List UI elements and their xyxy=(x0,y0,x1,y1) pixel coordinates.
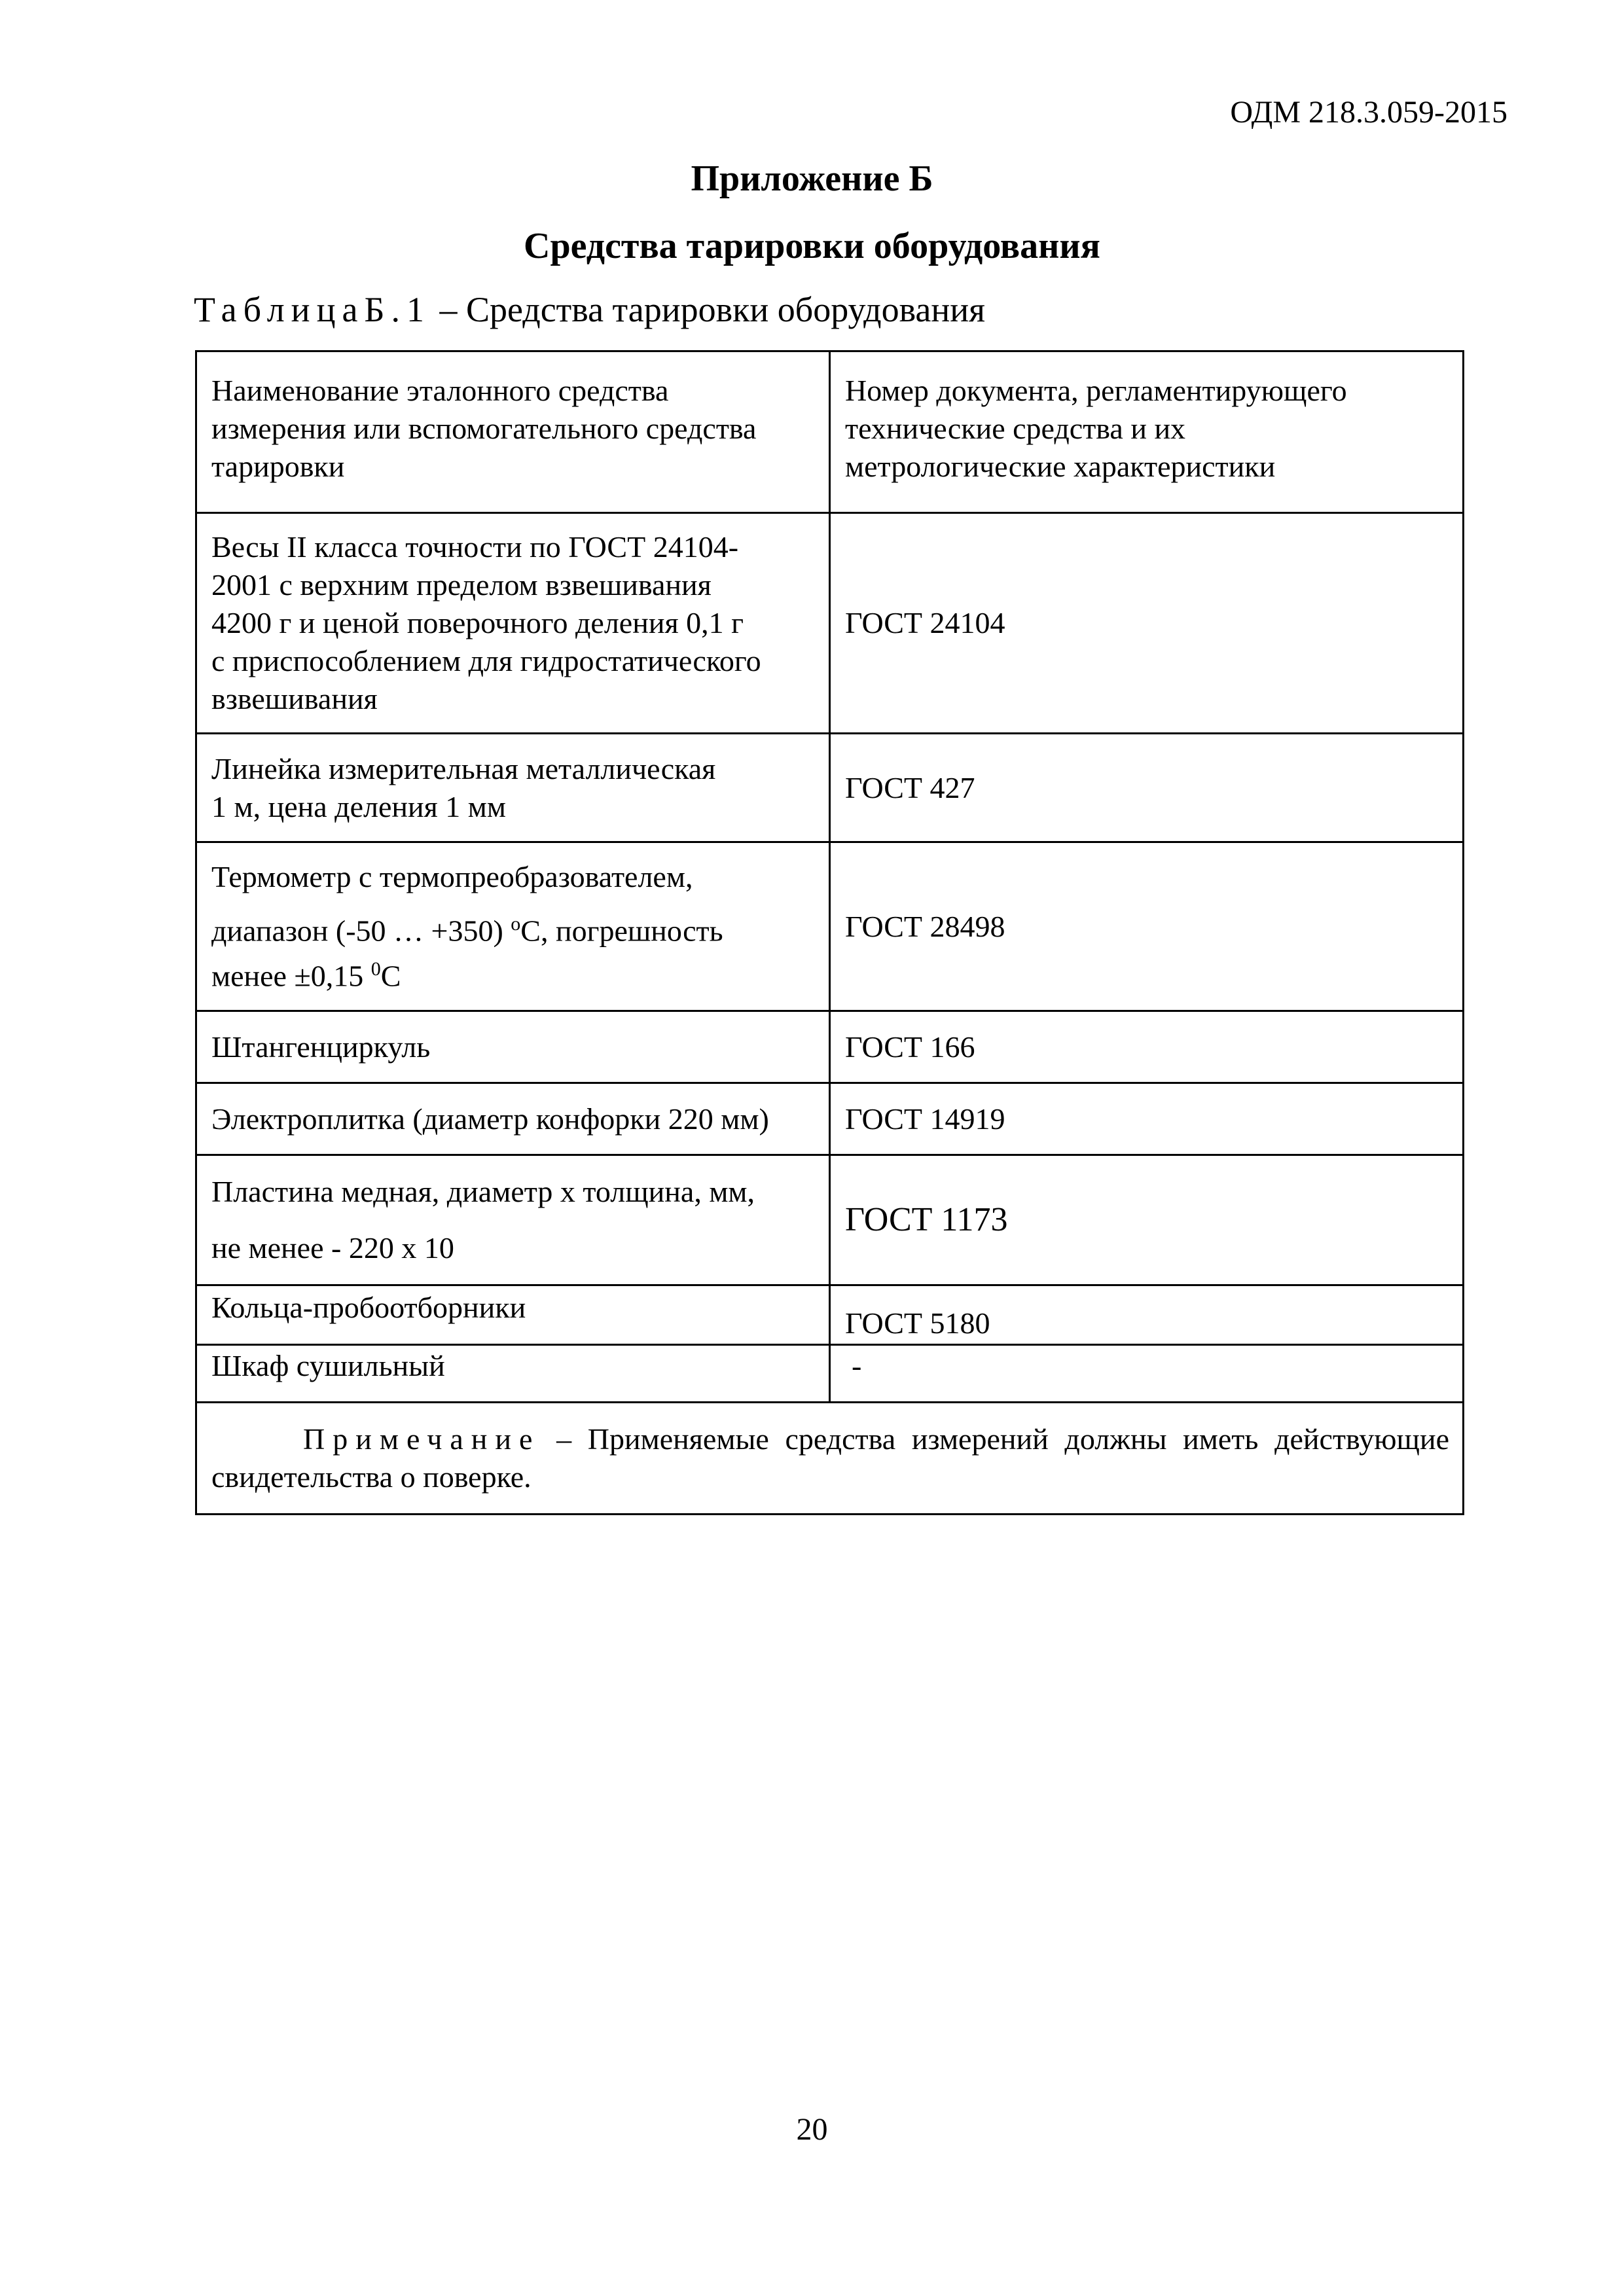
table-row xyxy=(196,1083,1464,1155)
row-name-cell xyxy=(196,1011,830,1083)
appendix-title: Приложение Б xyxy=(691,158,933,199)
calibration-tools-table xyxy=(195,350,1464,1515)
row-name-cell xyxy=(196,1345,830,1403)
row-name-cell xyxy=(196,1155,830,1285)
row-name-text: Пластина медная, диаметр х толщина, мм, не менее - 220 х 10 xyxy=(211,1175,755,1265)
degree-mark: о xyxy=(511,913,521,935)
row-name-text: Весы II класса точности по ГОСТ 24104- 2001 с верхним пределом взвешивания 4200 г и ценой поверочного деления 0,1 г с приспособлением для гидростатического взвешивания xyxy=(211,530,761,715)
table-note-row xyxy=(196,1403,1464,1515)
row-name-part: менее ±0,15 xyxy=(211,958,371,992)
page-number: 20 xyxy=(796,2112,828,2147)
row-name-cell xyxy=(196,842,830,1011)
row-doc-cell xyxy=(830,734,1464,842)
row-doc-text: ГОСТ 5180 xyxy=(845,1306,990,1340)
row-name-text: Электроплитка (диаметр конфорки 220 мм) xyxy=(211,1102,769,1136)
row-doc-cell xyxy=(830,842,1464,1011)
row-doc-text: ГОСТ 427 xyxy=(845,770,975,804)
row-name-line: Термометр с термопреобразователем, xyxy=(211,860,693,894)
table-row xyxy=(196,1155,1464,1285)
table-caption-text: – Средства тарировки оборудования xyxy=(430,290,986,329)
table-row xyxy=(196,513,1464,734)
row-name-cell xyxy=(196,513,830,734)
table-caption-label: ТаблицаБ.1 xyxy=(194,290,431,329)
header-document-text: Номер документа, регламентирующего технические средства и их метрологические характеристики xyxy=(845,374,1347,483)
row-doc-cell xyxy=(830,1155,1464,1285)
table-row xyxy=(196,1345,1464,1403)
table-row xyxy=(196,734,1464,842)
header-name-text: Наименование эталонного средства измерения или вспомогательного средства тарировки xyxy=(211,374,757,483)
row-name-text: Линейка измерительная металлическая 1 м, цена деления 1 мм xyxy=(211,751,716,823)
row-doc-cell xyxy=(830,1285,1464,1345)
row-doc-cell xyxy=(830,513,1464,734)
table-row xyxy=(196,1285,1464,1345)
row-name-line xyxy=(211,950,816,995)
row-doc-text: ГОСТ 1173 xyxy=(845,1201,1008,1238)
row-doc-text: ГОСТ 24104 xyxy=(845,606,1005,639)
table-note-cell xyxy=(196,1403,1464,1515)
row-doc-text: ГОСТ 14919 xyxy=(845,1102,1005,1136)
row-name-part: С, погрешность xyxy=(520,914,723,948)
row-doc-cell xyxy=(830,1345,1464,1403)
row-doc-cell xyxy=(830,1011,1464,1083)
row-doc-cell xyxy=(830,1083,1464,1155)
row-name-text: Штангенциркуль xyxy=(211,1030,431,1064)
note-label: Примечание xyxy=(303,1422,541,1456)
header-cell-name xyxy=(196,351,830,513)
table-header-row xyxy=(196,351,1464,513)
degree-mark: 0 xyxy=(370,958,381,980)
row-name-part: диапазон (-50 … +350) xyxy=(211,914,511,948)
row-name-cell xyxy=(196,1285,830,1345)
table-row xyxy=(196,842,1464,1011)
table-caption xyxy=(194,292,985,327)
row-name-cell xyxy=(196,734,830,842)
note-text: – Применяемые средства измерений должны иметь действующие свидетельства о поверке. xyxy=(211,1422,1449,1494)
row-name-text: Кольца-пробоотборники xyxy=(211,1291,526,1324)
row-name-text: Шкаф сушильный xyxy=(211,1349,445,1382)
header-cell-document xyxy=(830,351,1464,513)
document-code: ОДМ 218.3.059-2015 xyxy=(1230,95,1507,130)
row-doc-text: - xyxy=(852,1349,862,1382)
row-doc-text: ГОСТ 166 xyxy=(845,1030,975,1064)
row-doc-text: ГОСТ 28498 xyxy=(845,909,1005,943)
row-name-cell xyxy=(196,1083,830,1155)
row-name-line xyxy=(211,905,816,950)
appendix-subtitle: Средства тарировки оборудования xyxy=(524,226,1100,266)
table-row xyxy=(196,1011,1464,1083)
row-name-part: С xyxy=(380,958,401,992)
